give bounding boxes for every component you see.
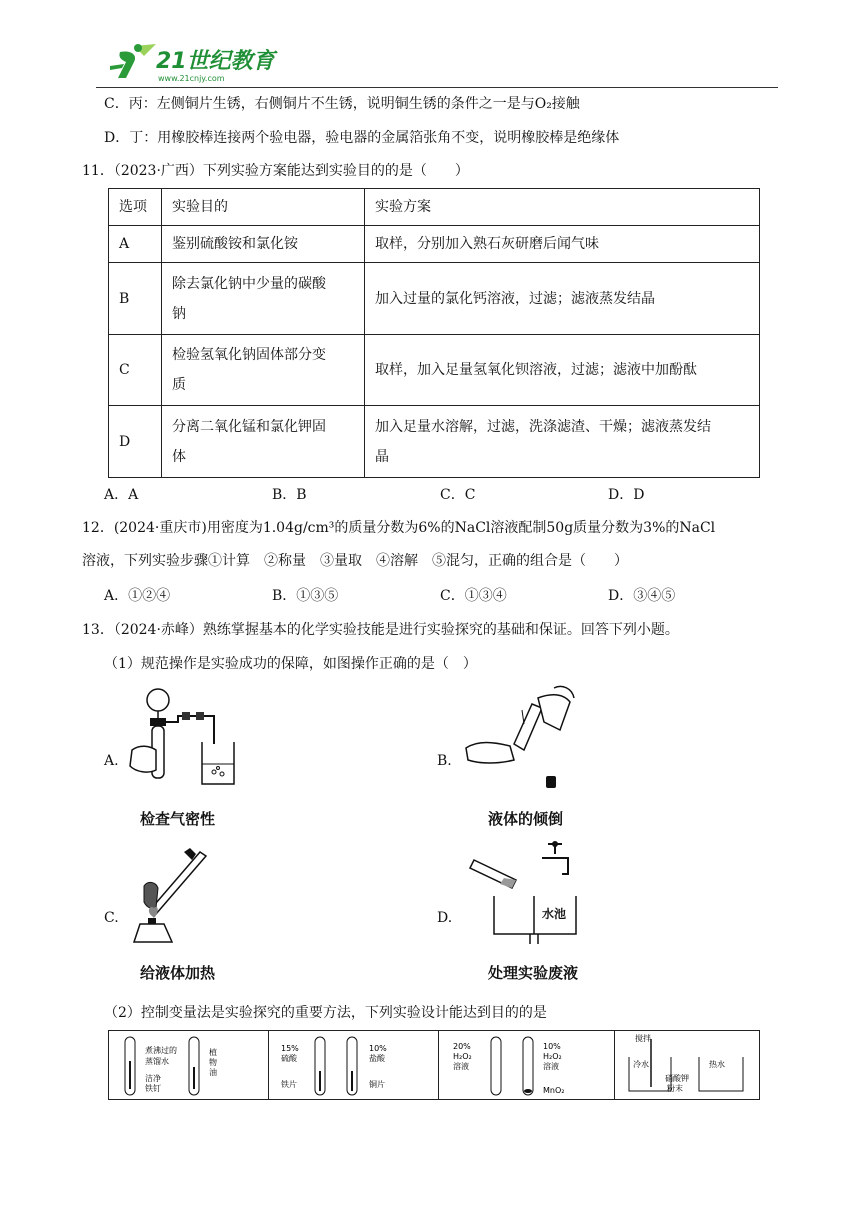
fig-a-caption: 检查气密性: [140, 810, 216, 828]
header-rule: [96, 87, 778, 88]
row-c-purpose-line2: 质: [172, 377, 186, 393]
s3-label-7: MnO₂: [543, 1086, 565, 1095]
s1-label-4: 铁钉: [145, 1084, 161, 1093]
table-header-row: [109, 189, 760, 226]
heating-liquid-figure: [130, 846, 214, 950]
strip-cell-d: [615, 1031, 759, 1099]
s2-label-6: 铜片: [369, 1080, 385, 1089]
s1-label-2: 蒸馏水: [145, 1057, 169, 1066]
row-d-plan: [365, 406, 760, 478]
s4-label-4: 硝酸钾: [665, 1074, 689, 1083]
row-c-option: C: [109, 335, 162, 406]
table-row: [109, 263, 760, 335]
strip-cell-a: [109, 1031, 269, 1099]
s3-label-6: 溶液: [543, 1062, 559, 1071]
waste-disposal-figure: [458, 838, 598, 950]
s3-label-5: H₂O₂: [543, 1052, 562, 1061]
s3-label-3: 溶液: [453, 1062, 469, 1071]
q12-stem-line2: 溶液，下列实验步骤①计算 ②称量 ③量取 ④溶解 ⑤混匀，正确的组合是（ ）: [82, 553, 628, 569]
q11-option-a: A．A: [104, 487, 139, 503]
metal-acid-figure: [269, 1031, 437, 1099]
control-variable-options-strip: [108, 1030, 760, 1100]
s4-label-2: 冷水: [633, 1060, 649, 1069]
q11-option-d: D．D: [608, 487, 645, 503]
row-b-purpose-line2: 钠: [172, 305, 186, 322]
row-c-purpose-line1: 检验氢氧化钠固体部分变: [172, 347, 326, 363]
row-d-purpose-line1: 分离二氧化锰和氯化钾固: [172, 418, 326, 435]
fig-b-caption: 液体的倾倒: [488, 810, 564, 828]
logo-text: 21世纪教育: [156, 49, 275, 74]
q12-option-c: C．①③④: [440, 588, 507, 604]
th-plan: 实验方案: [365, 189, 760, 226]
row-d-plan-line2: 晶: [375, 448, 389, 465]
th-option: 选项: [109, 189, 162, 226]
th-purpose: 实验目的: [162, 189, 365, 226]
row-d-purpose-line2: 体: [172, 448, 186, 465]
q11-table: [108, 188, 760, 478]
s4-label-1: 搅拌: [635, 1034, 651, 1043]
row-c-purpose: [162, 335, 365, 406]
catalyst-figure: [439, 1031, 613, 1099]
table-row: [109, 226, 760, 263]
s3-label-1: 20%: [453, 1042, 471, 1051]
row-b-option: B: [109, 263, 162, 335]
q11-option-c: C．C: [440, 487, 476, 503]
s1-label-3: 洁净: [145, 1074, 161, 1083]
row-d-option: D: [109, 406, 162, 478]
airtightness-check-figure: [122, 688, 248, 798]
s2-label-5: 铁片: [281, 1080, 297, 1089]
row-d-purpose: [162, 406, 365, 478]
fig-b-letter: B.: [437, 753, 452, 769]
row-a-option: A: [109, 226, 162, 263]
s4-label-5: 粉末: [667, 1084, 683, 1093]
q11-stem: 11．（2023·广西）下列实验方案能达到实验目的的是（ ）: [82, 163, 469, 179]
s3-label-4: 10%: [543, 1042, 561, 1051]
table-row: [109, 335, 760, 406]
strip-cell-b: [269, 1031, 439, 1099]
row-a-purpose: 鉴别硫酸铵和氯化铵: [162, 226, 365, 263]
fig-d-letter: D.: [437, 910, 453, 926]
q13-sub2: （2）控制变量法是实验探究的重要方法，下列实验设计能达到目的的是: [104, 1005, 547, 1021]
row-b-purpose-line1: 除去氯化钠中少量的碳酸: [172, 275, 326, 292]
row-c-plan: 取样，加入足量氢氧化钡溶液，过滤；滤液中加酚酞: [365, 335, 760, 406]
s2-label-4: 盐酸: [369, 1054, 385, 1063]
rust-test-figure: [109, 1031, 267, 1099]
logo: [104, 40, 304, 84]
s1-label-1: 煮沸过的: [145, 1046, 177, 1055]
s2-label-3: 10%: [369, 1044, 387, 1053]
s3-label-2: H₂O₂: [453, 1052, 472, 1061]
s1-label-6: 物: [209, 1058, 217, 1067]
row-a-plan: 取样，分别加入熟石灰研磨后闻气味: [365, 226, 760, 263]
table-row: [109, 406, 760, 478]
q10-option-c: C．丙：左侧铜片生锈，右侧铜片不生锈，说明铜生锈的条件之一是与O₂接触: [104, 96, 580, 112]
sink-label: 水池: [542, 907, 567, 921]
row-b-purpose: [162, 263, 365, 335]
liquid-pouring-figure: [458, 684, 584, 796]
strip-cell-c: [439, 1031, 615, 1099]
row-b-plan: 加入过量的氯化钙溶液，过滤；滤液蒸发结晶: [365, 263, 760, 335]
row-d-plan-line1: 加入足量水溶解，过滤，洗涤滤渣、干燥；滤液蒸发结: [375, 418, 711, 435]
s2-label-1: 15%: [281, 1044, 299, 1053]
q12-option-d: D．③④⑤: [608, 588, 676, 604]
q11-option-b: B．B: [272, 487, 307, 503]
q10-option-d: D．丁：用橡胶棒连接两个验电器，验电器的金属箔张角不变，说明橡胶棒是绝缘体: [104, 130, 620, 146]
s1-label-7: 油: [209, 1068, 217, 1077]
s1-label-5: 植: [209, 1048, 217, 1057]
s4-label-3: 热水: [709, 1060, 725, 1069]
q13-sub1: （1）规范操作是实验成功的保障，如图操作正确的是（ ）: [104, 656, 477, 672]
q13-stem: 13．（2024·赤峰）熟练掌握基本的化学实验技能是进行实验探究的基础和保证。回答下列小题。: [82, 622, 679, 638]
fig-c-caption: 给液体加热: [140, 964, 216, 982]
q12-option-b: B．①③⑤: [272, 588, 339, 604]
page-header: [96, 38, 778, 88]
fig-c-letter: C.: [104, 910, 119, 926]
q12-stem-line1: 12．(2024·重庆市)用密度为1.04g/cm³的质量分数为6%的NaCl溶液配制50g质量分数为3%的NaCl: [82, 520, 716, 536]
dissolution-figure: [615, 1031, 759, 1099]
fig-a-letter: A.: [104, 753, 119, 769]
s2-label-2: 硫酸: [281, 1054, 297, 1063]
fig-d-caption: 处理实验废液: [488, 964, 579, 982]
logo-url: www.21cnjy.com: [158, 74, 225, 83]
q12-option-a: A．①②④: [104, 588, 171, 604]
